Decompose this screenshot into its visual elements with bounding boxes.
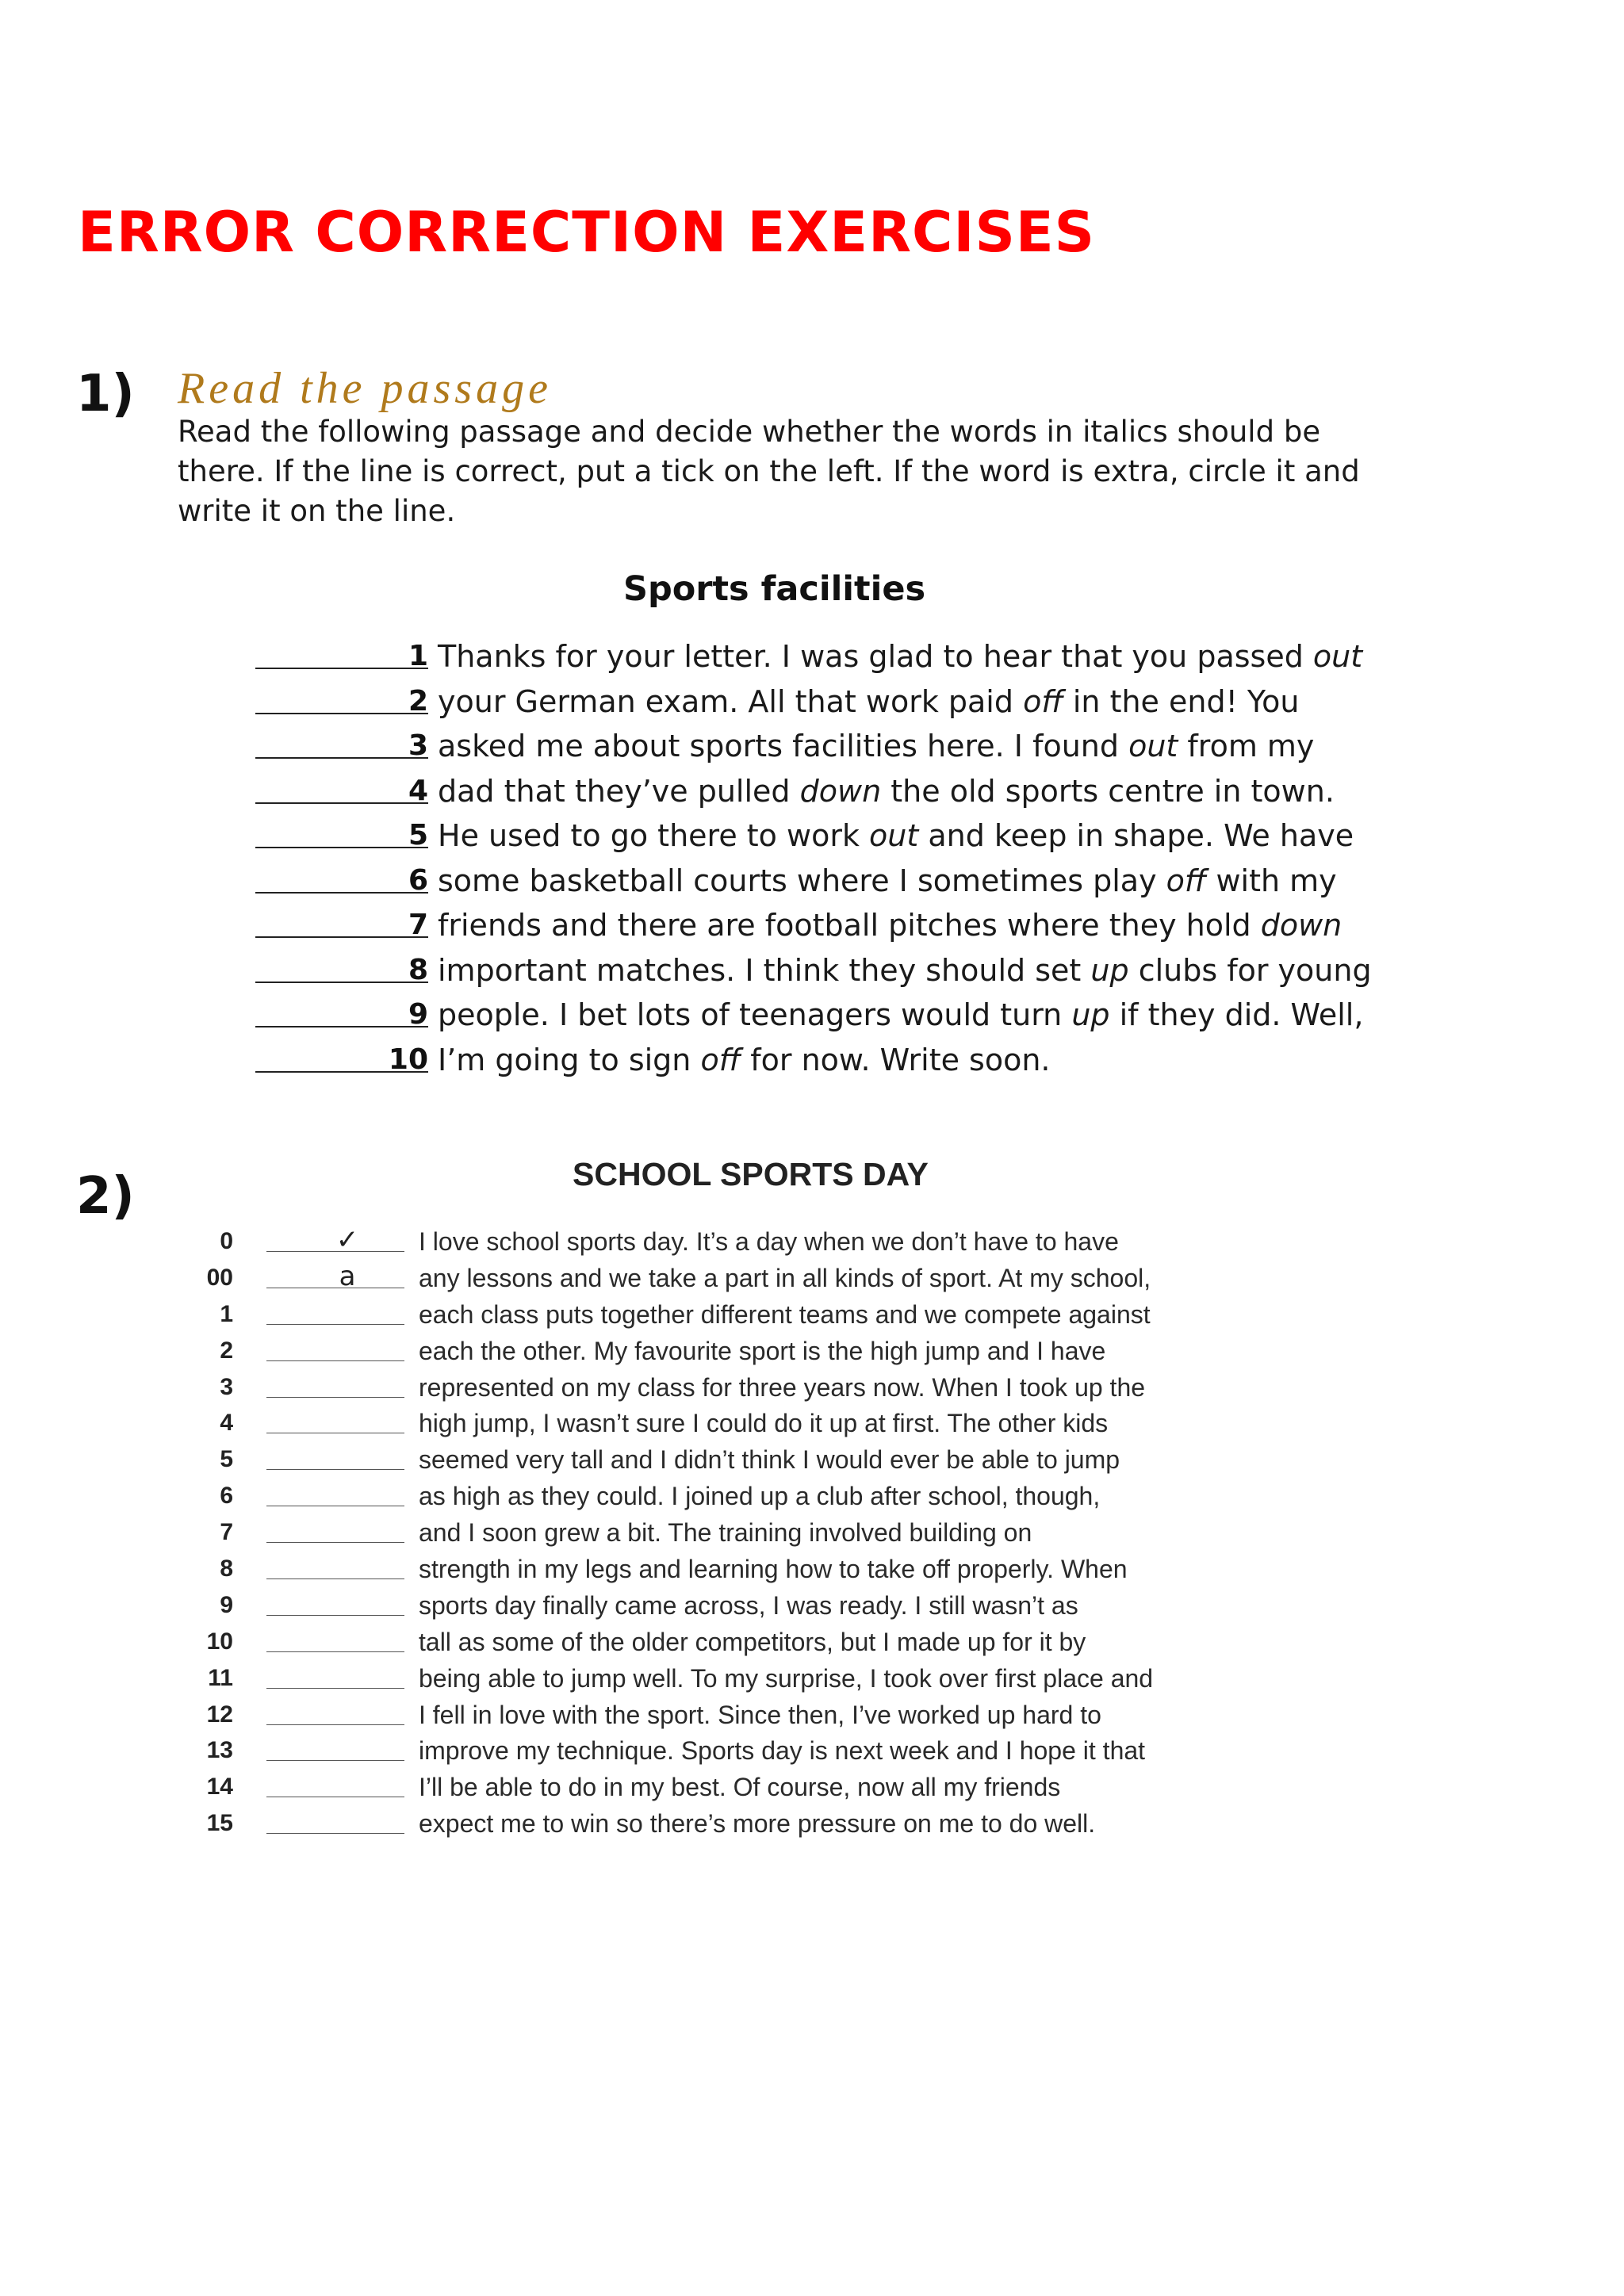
line-text-after: clubs for young xyxy=(1128,952,1372,988)
line-text xyxy=(438,724,1314,768)
answer-blank[interactable] xyxy=(266,1724,404,1725)
italic-word: up xyxy=(1071,997,1110,1032)
line-number: 10 xyxy=(206,1628,233,1655)
passage-line xyxy=(190,1552,1380,1588)
answer-blank[interactable] xyxy=(255,936,428,938)
line-text-before: asked me about sports facilities here. I found xyxy=(438,729,1129,763)
answer-blank[interactable] xyxy=(255,1071,428,1073)
section-1-number: 1) xyxy=(76,365,135,423)
line-text: expect me to win so there’s more pressure on me to do well. xyxy=(419,1809,1096,1839)
line-text xyxy=(438,813,1354,858)
line-text-before: He used to go there to work xyxy=(438,818,870,853)
passage-line xyxy=(190,724,1380,769)
line-number: 0 xyxy=(220,1228,233,1254)
passage-line xyxy=(190,1806,1380,1843)
answer-blank[interactable] xyxy=(255,847,428,848)
passage-line xyxy=(190,1297,1380,1334)
line-text: being able to jump well. To my surprise, I took over first place and xyxy=(419,1663,1154,1693)
line-text xyxy=(438,948,1372,993)
line-number: 4 xyxy=(220,1410,233,1437)
page-title: ERROR CORRECTION EXERCISES xyxy=(78,200,1096,265)
line-text: and I soon grew a bit. The training involved building on xyxy=(419,1518,1032,1548)
italic-word: down xyxy=(1260,908,1342,943)
line-text-before: friends and there are football pitches where they hold xyxy=(438,908,1261,943)
answer-blank[interactable] xyxy=(266,1397,404,1398)
line-text-after: from my xyxy=(1178,729,1315,763)
answer-blank[interactable] xyxy=(266,1360,404,1361)
passage-line xyxy=(190,1406,1380,1442)
italic-word: off xyxy=(700,1042,741,1077)
line-text xyxy=(438,679,1299,724)
passage-line xyxy=(190,679,1380,725)
line-number: 13 xyxy=(206,1737,233,1764)
passage-lines xyxy=(190,1224,1380,1843)
answer-blank[interactable] xyxy=(255,982,428,983)
line-text: improve my technique. Sports day is next week and I hope it that xyxy=(419,1736,1146,1766)
answer-blank[interactable] xyxy=(266,1615,404,1616)
answer-mark: ✓ xyxy=(335,1224,359,1256)
line-number: 1 xyxy=(220,1300,233,1327)
passage-line xyxy=(190,1588,1380,1624)
passage-line xyxy=(190,1770,1380,1806)
line-number: 7 xyxy=(220,1519,233,1546)
line-number: 5 xyxy=(220,1446,233,1473)
answer-blank[interactable] xyxy=(266,1469,404,1470)
passage-line xyxy=(190,859,1380,904)
passage-line xyxy=(190,769,1380,814)
passage-line xyxy=(190,1261,1380,1297)
line-number: 2 xyxy=(408,684,428,718)
passage-line xyxy=(190,1697,1380,1734)
line-text-before: your German exam. All that work paid xyxy=(438,683,1024,719)
line-text-before: some basketball courts where I sometimes play xyxy=(438,863,1166,898)
line-text-after: if they did. Well, xyxy=(1109,997,1364,1032)
answer-blank[interactable] xyxy=(266,1760,404,1761)
section-1-instructions xyxy=(178,412,1383,531)
passage-line xyxy=(190,1370,1380,1406)
line-text-after: for now. Write soon. xyxy=(741,1042,1051,1077)
passage-line xyxy=(190,1442,1380,1479)
section-2-number: 2) xyxy=(76,1167,135,1226)
line-number: 8 xyxy=(220,1556,233,1582)
passage-line xyxy=(190,993,1380,1038)
line-text: as high as they could. I joined up a club after school, though, xyxy=(419,1482,1101,1511)
answer-blank[interactable] xyxy=(255,802,428,804)
line-number: 6 xyxy=(220,1483,233,1510)
instruction-line: write it on the line. xyxy=(178,494,456,528)
passage-line xyxy=(190,1733,1380,1770)
line-text: each class puts together different teams and we compete against xyxy=(419,1299,1151,1329)
passage-line xyxy=(190,1479,1380,1515)
line-text: high jump, I wasn’t sure I could do it up at first. The other kids xyxy=(419,1409,1109,1438)
answer-mark: a xyxy=(339,1260,356,1292)
instruction-line: Read the following passage and decide whether the words in italics should be xyxy=(178,415,1321,449)
line-text xyxy=(438,903,1342,947)
italic-word: off xyxy=(1166,863,1207,898)
answer-blank[interactable] xyxy=(266,1688,404,1689)
line-text xyxy=(438,634,1362,679)
line-text-after: and keep in shape. We have xyxy=(918,818,1354,853)
italic-word: out xyxy=(1312,639,1363,674)
section-1-heading: Read the passage xyxy=(178,364,552,413)
italic-word: out xyxy=(1128,729,1178,763)
line-text-before: Thanks for your letter. I was glad to hear that you passed xyxy=(438,639,1313,674)
line-text xyxy=(438,1038,1051,1082)
passage-line xyxy=(190,1624,1380,1661)
line-number: 10 xyxy=(388,1043,428,1076)
passage-line xyxy=(190,634,1380,679)
passage-line xyxy=(190,948,1380,993)
line-text xyxy=(438,859,1337,903)
line-text: any lessons and we take a part in all kinds of sport. At my school, xyxy=(419,1263,1151,1292)
answer-blank[interactable] xyxy=(266,1324,404,1325)
line-number: 00 xyxy=(206,1264,233,1291)
line-text: strength in my legs and learning how to take off properly. When xyxy=(419,1555,1128,1584)
line-text-before: important matches. I think they should set xyxy=(438,952,1091,988)
line-number: 1 xyxy=(408,640,428,672)
line-number: 9 xyxy=(220,1591,233,1618)
line-text: tall as some of the older competitors, but I made up for it by xyxy=(419,1627,1086,1656)
line-number: 14 xyxy=(206,1774,233,1800)
line-text-before: dad that they’ve pulled xyxy=(438,773,800,809)
answer-blank[interactable] xyxy=(266,1833,404,1834)
line-number: 8 xyxy=(408,953,428,986)
line-text xyxy=(438,993,1363,1037)
line-number: 5 xyxy=(408,819,428,851)
passage-title: SCHOOL SPORTS DAY xyxy=(573,1156,929,1192)
answer-blank[interactable] xyxy=(255,1026,428,1027)
line-text: I love school sports day. It’s a day when we don’t have to have xyxy=(419,1227,1119,1256)
line-text: I’ll be able to do in my best. Of course, now all my friends xyxy=(419,1773,1061,1802)
line-number: 3 xyxy=(408,729,428,762)
line-number: 7 xyxy=(408,909,428,941)
line-text: I fell in love with the sport. Since then, I’ve worked up hard to xyxy=(419,1700,1101,1729)
italic-word: off xyxy=(1023,683,1063,719)
answer-blank[interactable] xyxy=(255,668,428,669)
line-text-before: I’m going to sign xyxy=(438,1042,701,1077)
line-number: 6 xyxy=(408,863,428,897)
line-number: 3 xyxy=(220,1373,233,1400)
passage-line xyxy=(190,1224,1380,1261)
line-number: 15 xyxy=(206,1810,233,1837)
passage-line xyxy=(190,813,1380,859)
answer-blank[interactable] xyxy=(255,892,428,894)
line-number: 12 xyxy=(206,1701,233,1728)
answer-blank[interactable] xyxy=(266,1542,404,1543)
passage-title: Sports facilities xyxy=(623,569,926,609)
line-number: 11 xyxy=(208,1664,233,1691)
passage-line xyxy=(190,1038,1380,1083)
italic-word: up xyxy=(1090,952,1129,988)
line-text: each the other. My favourite sport is the high jump and I have xyxy=(419,1336,1106,1365)
passage-line xyxy=(190,1334,1380,1370)
line-text-after: the old sports centre in town. xyxy=(881,773,1335,809)
passage-line xyxy=(190,1661,1380,1697)
line-text-before: people. I bet lots of teenagers would turn xyxy=(438,997,1072,1032)
line-text: seemed very tall and I didn’t think I would ever be able to jump xyxy=(419,1445,1120,1475)
passage-lines xyxy=(190,634,1380,1082)
line-text: represented on my class for three years now. When I took up the xyxy=(419,1372,1146,1402)
line-text-after: with my xyxy=(1206,863,1337,898)
passage-line xyxy=(190,1515,1380,1552)
line-number: 2 xyxy=(220,1337,233,1364)
answer-blank[interactable] xyxy=(255,713,428,714)
italic-word: out xyxy=(869,818,919,853)
answer-blank[interactable] xyxy=(255,757,428,759)
passage-line xyxy=(190,903,1380,948)
answer-blank[interactable] xyxy=(266,1651,404,1652)
italic-word: down xyxy=(799,773,882,809)
line-text: sports day finally came across, I was ready. I still wasn’t as xyxy=(419,1590,1078,1620)
answer-blank[interactable] xyxy=(266,1578,404,1579)
line-number: 4 xyxy=(408,774,428,807)
instruction-line: there. If the line is correct, put a tick on the left. If the word is extra, circle it and xyxy=(178,454,1360,488)
line-text-after: in the end! You xyxy=(1063,683,1300,719)
line-number: 9 xyxy=(408,998,428,1031)
line-text xyxy=(438,769,1335,813)
